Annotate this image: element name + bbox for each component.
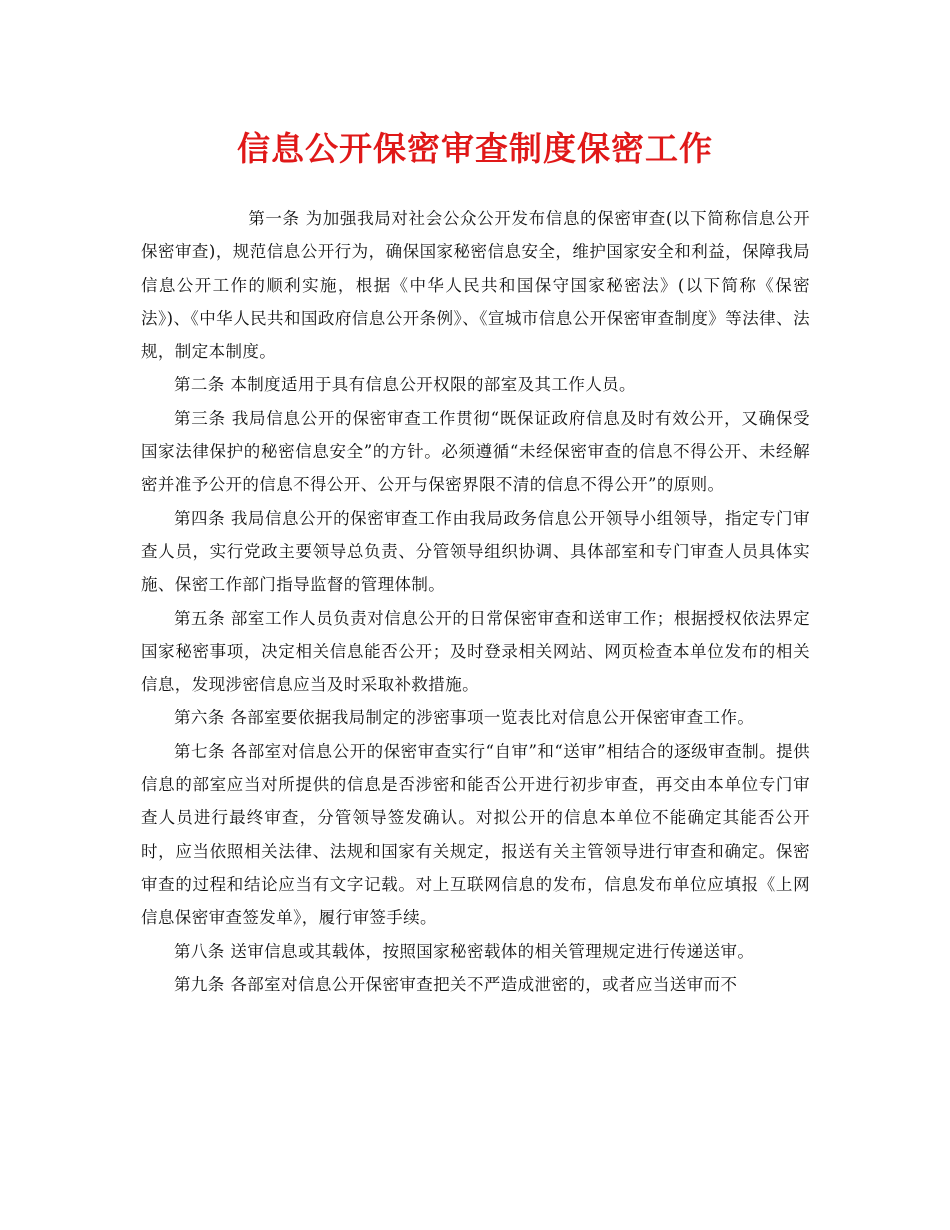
article-1: 第一条 为加强我局对社会公众公开发布信息的保密审查(以下简称信息公开保密审查)，规范信息公开行为，确保国家秘密信息安全，维护国家安全和利益，保障我局信息公开工作的顺利实施，根据《中华人民共和国保守国家秘密法》(以下简称《保密法》)、《中华人民共和国政府信息公开条例》、《宣城市信息公开保密审查制度》等法律、法规，制定本制度。 — [141, 209, 810, 362]
article-2: 第二条 本制度适用于具有信息公开权限的部室及其工作人员。 — [174, 375, 636, 395]
article-3: 第三条 我局信息公开的保密审查工作贯彻“既保证政府信息及时有效公开，又确保受国家法律保护的秘密信息安全”的方针。必须遵循“未经保密审查的信息不得公开、未经解密并准予公开的信息不得公开、公开与保密界限不清的信息不得公开”的原则。 — [141, 408, 810, 495]
article-6: 第六条 各部室要依据我局制定的涉密事项一览表比对信息公开保密审查工作。 — [174, 708, 755, 728]
article-9: 第九条 各部室对信息公开保密审查把关不严造成泄密的，或者应当送审而不 — [174, 974, 738, 994]
document-body — [141, 202, 810, 1001]
article-7: 第七条 各部室对信息公开的保密审查实行“自审”和“送审”相结合的逐级审查制。提供信息的部室应当对所提供的信息是否涉密和能否公开进行初步审查，再交由本单位专门审查人员进行最终审查，分管领导签发确认。对拟公开的信息本单位不能确定其能否公开时，应当依照相关法律、法规和国家有关规定，报送有关主管领导进行审查和确定。保密审查的过程和结论应当有文字记载。对上互联网信息的发布，信息发布单位应填报《上网信息保密审查签发单》，履行审签手续。 — [141, 741, 810, 928]
article-5: 第五条 部室工作人员负责对信息公开的日常保密审查和送审工作；根据授权依法界定国家秘密事项，决定相关信息能否公开；及时登录相关网站、网页检查本单位发布的相关信息，发现涉密信息应当及时采取补救措施。 — [141, 608, 810, 695]
document-title: 信息公开保密审查制度保密工作 — [237, 129, 713, 168]
article-4: 第四条 我局信息公开的保密审查工作由我局政务信息公开领导小组领导，指定专门审查人员，实行党政主要领导总负责、分管领导组织协调、具体部室和专门审查人员具体实施、保密工作部门指导监督的管理体制。 — [141, 508, 810, 595]
article-8: 第八条 送审信息或其载体，按照国家秘密载体的相关管理规定进行传递送审。 — [174, 941, 755, 961]
